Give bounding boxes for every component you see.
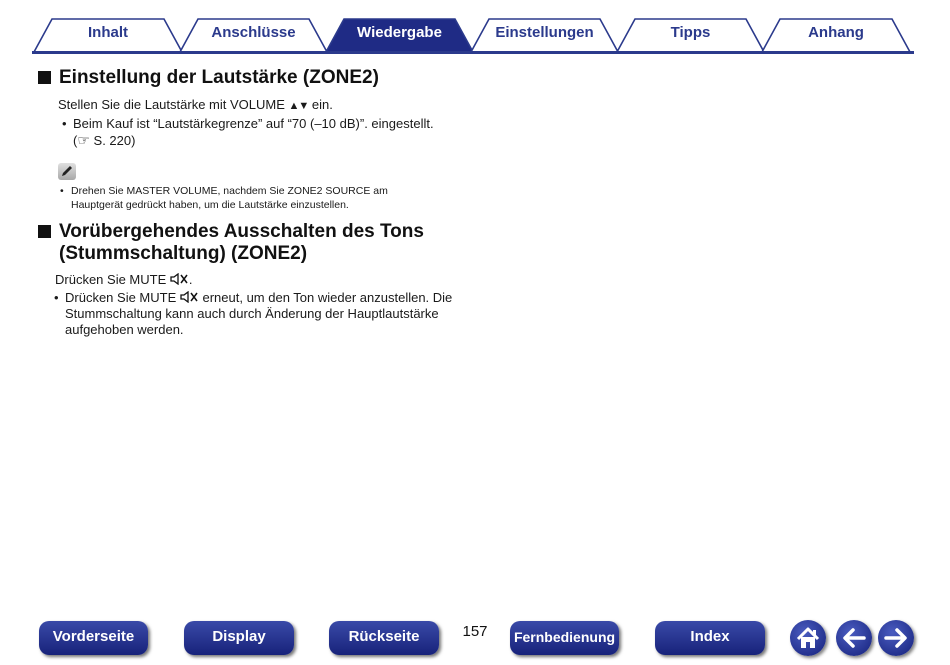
page-number: 157: [462, 623, 488, 640]
bullet-prefix: Drücken Sie MUTE: [65, 290, 180, 305]
section-title-line2: (Stummschaltung) (ZONE2): [59, 243, 308, 264]
note-text-line2: Hauptgerät gedrückt haben, um die Lautstärke einzustellen.: [71, 199, 349, 211]
intro-text: [38, 272, 478, 288]
tab-wiedergabe[interactable]: Wiedergabe: [357, 24, 442, 41]
intro-prefix: Drücken Sie MUTE: [55, 272, 170, 287]
section-title-line1: Vorübergehendes Ausschalten des Tons: [59, 221, 424, 242]
section-title: [38, 221, 478, 265]
page-ref-hand-icon: ☞: [77, 132, 90, 148]
tab-anschluesse[interactable]: Anschlüsse: [211, 24, 296, 41]
tab-tipps[interactable]: Tipps: [670, 24, 711, 41]
index-button[interactable]: Index: [655, 621, 765, 655]
tab-baseline: [32, 51, 914, 54]
note-pencil-icon: [58, 163, 76, 180]
home-button[interactable]: [790, 620, 826, 656]
volume-updown-icon: ▲▼: [288, 100, 309, 112]
list-item: [60, 116, 478, 149]
mute-icon: [170, 273, 189, 285]
bullet-line3: aufgehoben werden.: [65, 322, 184, 337]
page-ref-link[interactable]: S. 220): [89, 133, 136, 148]
intro-suffix: .: [188, 272, 193, 287]
tab-inhalt[interactable]: Inhalt: [88, 24, 128, 41]
bullet-text: Beim Kauf ist “Lautstärkegrenze” auf “70 (–10 dB)”. eingestellt.: [73, 116, 434, 131]
rear-panel-button[interactable]: Rückseite: [329, 621, 439, 655]
forward-button[interactable]: [878, 620, 914, 656]
intro-suffix: ein.: [308, 97, 333, 112]
tab-bar: [0, 0, 950, 56]
display-button[interactable]: Display: [184, 621, 294, 655]
tab-anhang[interactable]: Anhang: [808, 24, 864, 41]
note-list-item: [58, 184, 478, 212]
back-button[interactable]: [836, 620, 872, 656]
front-panel-button[interactable]: Vorderseite: [39, 621, 148, 655]
section-mute: [38, 221, 478, 338]
square-bullet-icon: [38, 225, 51, 238]
intro-text: [38, 97, 478, 114]
ref-open: (: [73, 133, 78, 148]
mute-icon: [180, 291, 199, 303]
pencil-glyph: [58, 163, 76, 180]
bullet-suffix: erneut, um den Ton wieder anzustellen. Die: [198, 290, 453, 305]
home-icon: [790, 620, 826, 656]
intro-prefix: Stellen Sie die Lautstärke mit VOLUME: [58, 97, 289, 112]
list-item: [52, 290, 478, 338]
arrow-left-icon: [836, 620, 872, 656]
section-title-text: Einstellung der Lautstärke (ZONE2): [59, 67, 379, 88]
remote-control-button[interactable]: Fernbedienung: [510, 621, 619, 655]
bullet-line2: Stummschaltung kann auch durch Änderung der Hauptlautstärke: [65, 306, 439, 321]
section-title: [38, 67, 478, 89]
arrow-right-icon: [878, 620, 914, 656]
tab-einstellungen[interactable]: Einstellungen: [495, 24, 594, 41]
section-volume: [38, 67, 478, 212]
square-bullet-icon: [38, 71, 51, 84]
note-text: Drehen Sie MASTER VOLUME, nachdem Sie ZONE2 SOURCE am: [71, 185, 388, 197]
